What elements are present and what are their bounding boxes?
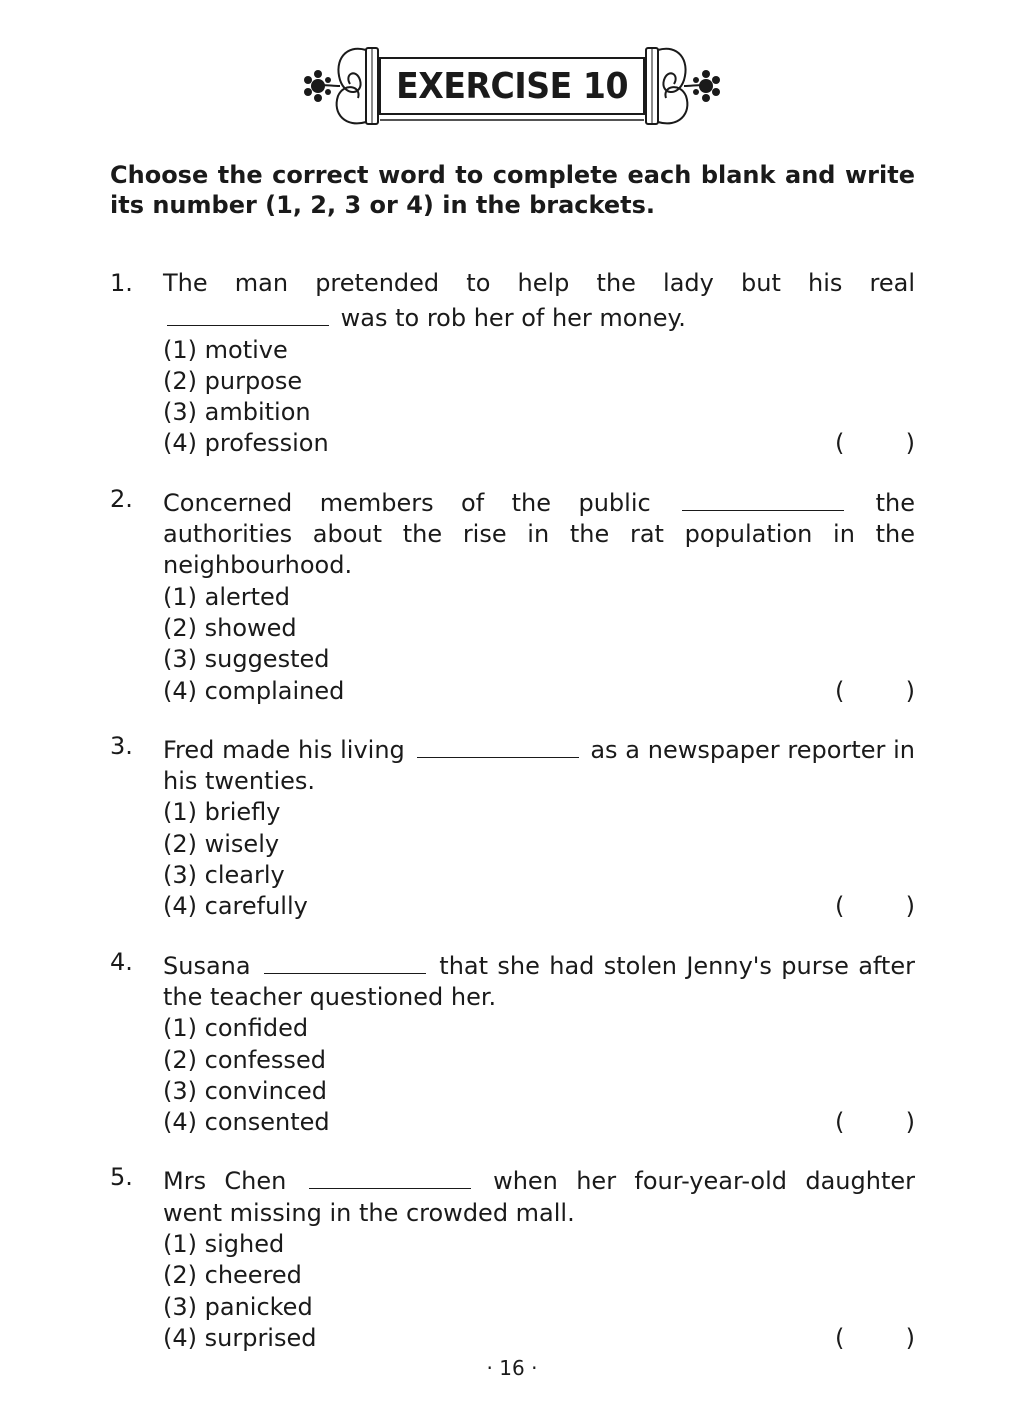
option-last: (4) profession ( ) bbox=[163, 428, 915, 459]
option-last: (4) carefully ( ) bbox=[163, 891, 915, 922]
option: (2) confessed bbox=[163, 1045, 326, 1074]
question-1 bbox=[110, 268, 915, 460]
question-list bbox=[110, 268, 915, 1378]
question-2 bbox=[110, 484, 915, 707]
option: (3) convinced bbox=[163, 1076, 327, 1105]
option: (2) wisely bbox=[163, 829, 280, 858]
question-number: 3. bbox=[110, 731, 133, 760]
exercise-title: EXERCISE 10 bbox=[396, 65, 628, 107]
question-5 bbox=[110, 1162, 915, 1354]
option: (2) cheered bbox=[163, 1261, 302, 1290]
answer-bracket: ( ) bbox=[835, 429, 915, 458]
answer-blank bbox=[417, 731, 579, 758]
question-number: 2. bbox=[110, 484, 133, 513]
option: (1) sighed bbox=[163, 1230, 285, 1259]
instruction-text: Choose the correct word to complete each blank and write its number (1, 2, 3 or 4) in the brackets. bbox=[110, 161, 915, 219]
exercise-banner bbox=[300, 40, 724, 130]
answer-blank bbox=[264, 947, 426, 974]
option: (1) briefly bbox=[163, 798, 281, 827]
question-number: 1. bbox=[110, 269, 133, 297]
answer-bracket: ( ) bbox=[835, 676, 915, 705]
answer-blank bbox=[167, 299, 329, 326]
question-4 bbox=[110, 947, 915, 1139]
question-stem: Fred made his living as a newspaper reporter in his twenties. bbox=[163, 731, 915, 798]
option: (3) clearly bbox=[163, 861, 285, 890]
answer-bracket: ( ) bbox=[835, 892, 915, 921]
page-number: · 16 · bbox=[486, 1356, 538, 1380]
option: (3) panicked bbox=[163, 1292, 313, 1321]
option: (3) suggested bbox=[163, 645, 330, 674]
option: (3) ambition bbox=[163, 398, 311, 427]
answer-bracket: ( ) bbox=[835, 1108, 915, 1137]
question-stem: The man pretended to help the lady but his real was to rob her of her money. bbox=[163, 269, 915, 333]
option: (2) purpose bbox=[163, 366, 303, 395]
question-number: 4. bbox=[110, 947, 133, 976]
title-box bbox=[380, 58, 644, 114]
option: (2) showed bbox=[163, 613, 297, 642]
answer-blank bbox=[682, 484, 844, 511]
question-stem: Susana that she had stolen Jenny's purse after the teacher questioned her. bbox=[163, 947, 915, 1014]
question-stem: Mrs Chen when her four-year-old daughter went missing in the crowded mall. bbox=[163, 1162, 915, 1229]
option: (1) alerted bbox=[163, 582, 291, 611]
option-last: (4) surprised ( ) bbox=[163, 1323, 915, 1354]
option-last: (4) consented ( ) bbox=[163, 1107, 915, 1138]
option: (1) confided bbox=[163, 1014, 309, 1043]
option-last: (4) complained ( ) bbox=[163, 676, 915, 707]
question-3 bbox=[110, 731, 915, 923]
option: (1) motive bbox=[163, 335, 288, 364]
answer-blank bbox=[309, 1162, 471, 1189]
answer-bracket: ( ) bbox=[835, 1323, 915, 1352]
question-number: 5. bbox=[110, 1163, 133, 1192]
question-stem: Concerned members of the public the authorities about the rise in the rat population in the neighbourhood. bbox=[163, 484, 915, 582]
